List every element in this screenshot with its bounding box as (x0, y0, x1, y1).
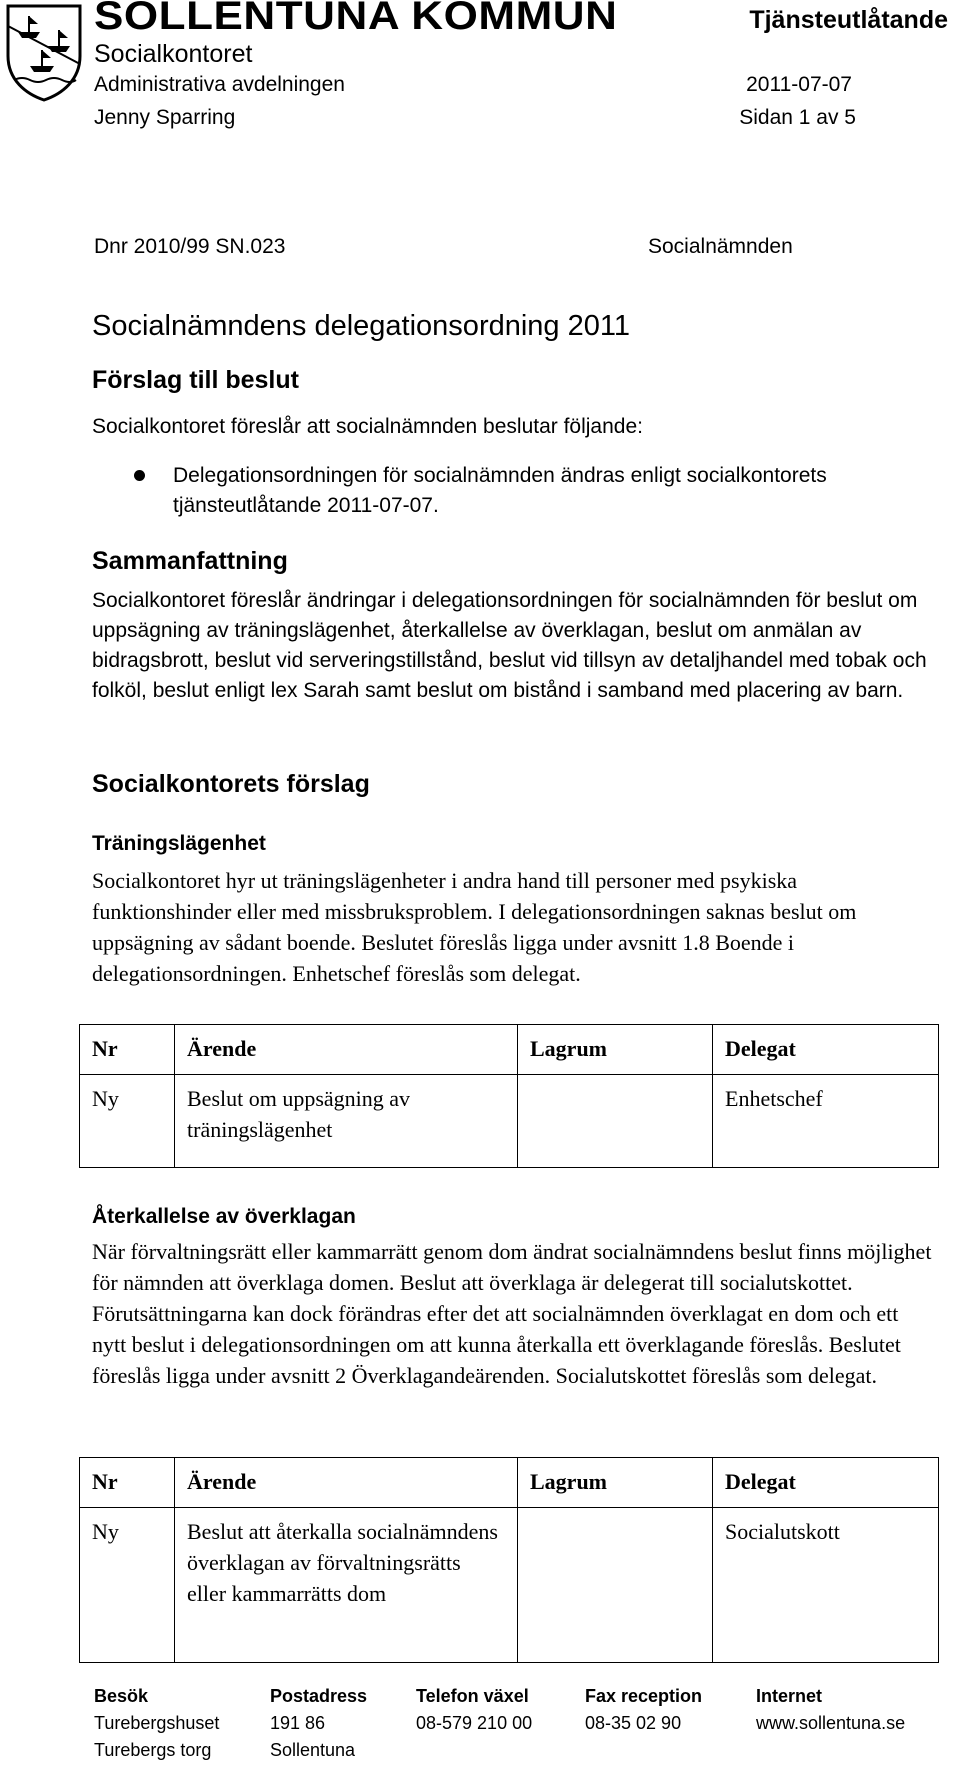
proposal-heading: Förslag till beslut (92, 366, 299, 394)
footer-label-postal: Postadress (270, 1686, 368, 1706)
footer-postal-line2: Sollentuna (270, 1740, 356, 1760)
cell-nr: Ny (80, 1508, 175, 1663)
footer-visit-line1: Turebergshuset (94, 1713, 220, 1733)
footer-label-fax: Fax reception (585, 1686, 703, 1706)
header-cell-delegat: Delegat (713, 1458, 939, 1508)
header-cell-arende: Ärende (175, 1025, 518, 1075)
cell-arende: Beslut om uppsägning av träningslägenhet (175, 1075, 518, 1168)
department: Administrativa avdelningen (94, 73, 345, 96)
cell-delegat: Enhetschef (713, 1075, 939, 1168)
page-number: Sidan 1 av 5 (739, 106, 856, 129)
recipient: Socialnämnden (648, 235, 793, 258)
document-date: 2011-07-07 (746, 73, 852, 96)
municipal-coat-of-arms-logo (4, 2, 84, 102)
proposal-bullet: Delegationsordningen för socialnämnden ändras enligt socialkontorets tjänsteutlåtande 2011-07-07. (173, 464, 827, 517)
delegation-table-training-apartment (79, 1024, 939, 1168)
summary-text: Socialkontoret föreslår ändringar i delegationsordningen för socialnämnden för beslut om uppsägning av träningslägenhet, återkallelse av överklagan, beslut om anmälan av bidragsbrott, beslut vid serveringstillstånd, beslut vid tillsyn av detaljhandel med tobak och folköl, beslut enligt lex Sarah samt beslut om bistånd i samband med placering av barn. (92, 589, 927, 702)
cell-lagrum (518, 1508, 713, 1663)
header-cell-nr: Nr (80, 1458, 175, 1508)
cell-nr: Ny (80, 1075, 175, 1168)
proposal-intro: Socialkontoret föreslår att socialnämnden beslutar följande: (92, 415, 643, 438)
section-heading-withdrawal-appeal: Återkallelse av överklagan (92, 1205, 356, 1228)
cell-lagrum (518, 1075, 713, 1168)
header-cell-nr: Nr (80, 1025, 175, 1075)
cell-arende: Beslut att återkalla socialnämndens överklagan av förvaltningsrätts eller kammarrätts dom (175, 1508, 518, 1663)
delegation-table-withdrawal-appeal (79, 1457, 939, 1663)
footer-label-visit: Besök (94, 1686, 149, 1706)
author: Jenny Sparring (94, 106, 236, 129)
office-proposal-heading: Socialkontorets förslag (92, 770, 370, 798)
table-header-row (80, 1458, 939, 1508)
cell-delegat: Socialutskott (713, 1508, 939, 1663)
diary-number: Dnr 2010/99 SN.023 (94, 235, 286, 258)
footer-fax: 08-35 02 90 (585, 1713, 682, 1733)
section-text-training-apartment: Socialkontoret hyr ut träningslägenheter i andra hand till personer med psykiska funktionshinder eller med missbruksproblem. I delegationsordningen saknas beslut om uppsägning av sådant boende. Beslutet föreslås ligga under avsnitt 1.8 Boende i delegationsordningen. Enhetschef föreslås som delegat. (92, 868, 857, 986)
footer-visit-line2: Turebergs torg (94, 1740, 212, 1760)
header-cell-arende: Ärende (175, 1458, 518, 1508)
footer-website-link[interactable]: www.sollentuna.se (756, 1713, 906, 1733)
table-row (80, 1075, 939, 1168)
footer-postal-line1: 191 86 (270, 1713, 326, 1733)
document-title: Socialnämndens delegationsordning 2011 (92, 310, 630, 342)
table-header-row (80, 1025, 939, 1075)
section-text-withdrawal-appeal: När förvaltningsrätt eller kammarrätt genom dom ändrat socialnämndens beslut finns möjlighet för nämnden att överklaga domen. Beslut att överklaga är delegerat till socialutskottet. Förutsättningarna kan dock förändras efter det att socialnämnden överklagat en dom och ett nytt beslut i delegationsordningen om att kunna återkalla ett överklagande föreslås. Beslutet föreslås ligga under avsnitt 2 Överklagandeärenden. Socialutskottet föreslås som delegat. (92, 1239, 932, 1388)
section-heading-training-apartment: Träningslägenhet (92, 832, 266, 855)
document-type: Tjänsteutlåtande (749, 6, 948, 34)
footer-phone: 08-579 210 00 (416, 1713, 533, 1733)
bullet-icon (134, 470, 145, 481)
footer-label-internet: Internet (756, 1686, 823, 1706)
unit-name: Socialkontoret (94, 40, 253, 68)
footer-label-phone: Telefon växel (416, 1686, 529, 1706)
header-cell-delegat: Delegat (713, 1025, 939, 1075)
header-cell-lagrum: Lagrum (518, 1025, 713, 1075)
table-row (80, 1508, 939, 1663)
summary-heading: Sammanfattning (92, 547, 288, 575)
header-cell-lagrum: Lagrum (518, 1458, 713, 1508)
organization-name: SOLLENTUNA KOMMUN (94, 0, 618, 38)
